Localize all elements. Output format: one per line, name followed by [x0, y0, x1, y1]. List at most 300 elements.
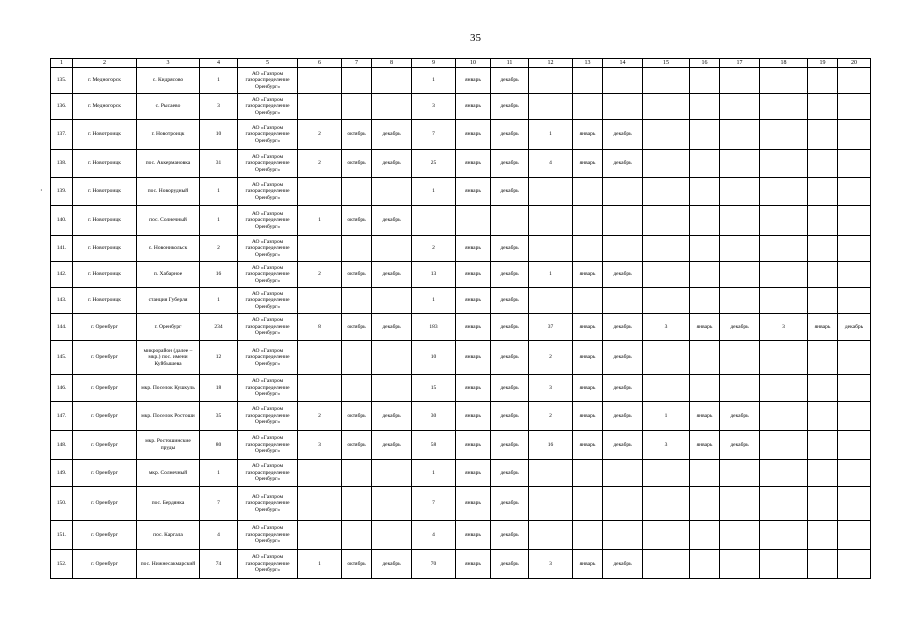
table-cell: 1 — [200, 178, 238, 206]
table-cell — [573, 206, 603, 236]
page-number: 35 — [470, 32, 481, 44]
table-cell — [760, 150, 808, 178]
table-row — [51, 262, 871, 288]
table-cell: январь — [573, 120, 603, 150]
table-cell — [603, 68, 643, 94]
table-cell: АО «Газпром газораспределение Оренбург» — [238, 375, 298, 402]
table-cell: 2 — [412, 236, 456, 262]
table-cell: 140. — [51, 206, 73, 236]
table-cell — [808, 341, 838, 375]
table-cell: 145. — [51, 341, 73, 375]
table-cell — [760, 375, 808, 402]
table-cell — [298, 178, 342, 206]
table-cell: декабрь — [603, 262, 643, 288]
table-cell: пос. Новорудный — [137, 178, 200, 206]
table-cell: г. Оренбург — [73, 521, 137, 550]
table-cell — [643, 236, 690, 262]
column-header: 20 — [838, 59, 871, 68]
table-cell — [529, 206, 573, 236]
table-cell — [603, 94, 643, 120]
table-cell — [808, 150, 838, 178]
table-cell: г. Новотроицк — [73, 178, 137, 206]
table-cell: 1 — [298, 550, 342, 579]
table-cell — [760, 236, 808, 262]
table-cell: декабрь — [491, 262, 529, 288]
table-cell — [838, 288, 871, 314]
table-cell — [808, 120, 838, 150]
table-cell — [529, 288, 573, 314]
table-cell — [760, 120, 808, 150]
table-cell: 148. — [51, 431, 73, 460]
table-cell — [298, 341, 342, 375]
table-cell — [760, 94, 808, 120]
table-cell — [760, 521, 808, 550]
table-cell — [808, 288, 838, 314]
table-cell — [342, 521, 372, 550]
table-cell: 2 — [200, 236, 238, 262]
table-row — [51, 550, 871, 579]
table-cell — [372, 341, 412, 375]
table-cell — [690, 487, 720, 521]
table-cell: 149. — [51, 460, 73, 487]
table-cell — [690, 375, 720, 402]
table-cell: 37 — [529, 314, 573, 341]
table-cell — [838, 487, 871, 521]
table-row — [51, 431, 871, 460]
table-cell — [643, 487, 690, 521]
table-cell — [412, 206, 456, 236]
table-cell — [298, 460, 342, 487]
table-cell: декабрь — [603, 550, 643, 579]
table-cell — [690, 178, 720, 206]
table-cell — [298, 236, 342, 262]
table-cell — [573, 68, 603, 94]
table-cell: 12 — [200, 341, 238, 375]
table-cell: 1 — [412, 288, 456, 314]
table-cell: 15 — [412, 375, 456, 402]
table-cell — [529, 94, 573, 120]
table-cell: 30 — [412, 402, 456, 431]
table-cell: январь — [456, 262, 491, 288]
table-cell — [643, 375, 690, 402]
table-cell — [760, 402, 808, 431]
table-cell — [342, 375, 372, 402]
table-cell: январь — [456, 402, 491, 431]
table-cell: 1 — [529, 120, 573, 150]
table-cell: декабрь — [491, 178, 529, 206]
table-cell — [690, 262, 720, 288]
table-cell: АО «Газпром газораспределение Оренбург» — [238, 487, 298, 521]
table-cell — [838, 262, 871, 288]
table-cell — [838, 236, 871, 262]
table-row — [51, 487, 871, 521]
table-cell — [760, 206, 808, 236]
column-header: 19 — [808, 59, 838, 68]
table-cell: 1 — [529, 262, 573, 288]
table-cell — [838, 178, 871, 206]
table-cell — [643, 120, 690, 150]
table-cell: октябрь — [342, 120, 372, 150]
table-cell: 58 — [412, 431, 456, 460]
table-cell: 1 — [200, 206, 238, 236]
column-header: 10 — [456, 59, 491, 68]
table-cell: декабрь — [372, 262, 412, 288]
table-cell — [838, 94, 871, 120]
table-cell: АО «Газпром газораспределение Оренбург» — [238, 94, 298, 120]
table-cell — [720, 460, 760, 487]
table-cell: декабрь — [491, 460, 529, 487]
table-cell — [372, 487, 412, 521]
table-row — [51, 68, 871, 94]
table-cell — [573, 487, 603, 521]
table-cell — [720, 206, 760, 236]
table-cell — [603, 178, 643, 206]
table-cell — [342, 68, 372, 94]
table-cell — [342, 341, 372, 375]
table-cell: микрорайон (далее – мкр.) пос. имени Куйбышева — [137, 341, 200, 375]
column-header: 1 — [51, 59, 73, 68]
table-cell: АО «Газпром газораспределение Оренбург» — [238, 341, 298, 375]
table-cell — [643, 288, 690, 314]
table-cell: 150. — [51, 487, 73, 521]
table-cell: АО «Газпром газораспределение Оренбург» — [238, 262, 298, 288]
table-cell: 2 — [298, 120, 342, 150]
table-cell — [690, 94, 720, 120]
table-cell: мкр. Солнечный — [137, 460, 200, 487]
table-cell: январь — [456, 288, 491, 314]
table-cell: станция Губерля — [137, 288, 200, 314]
table-cell — [690, 288, 720, 314]
table-cell: 151. — [51, 521, 73, 550]
table-cell: АО «Газпром газораспределение Оренбург» — [238, 178, 298, 206]
table-cell: январь — [456, 487, 491, 521]
table-cell: мкр. Ростошинские пруды — [137, 431, 200, 460]
table-cell: январь — [456, 460, 491, 487]
table-cell: 147. — [51, 402, 73, 431]
table-cell: 2 — [298, 262, 342, 288]
table-cell — [298, 375, 342, 402]
table-cell: 144. — [51, 314, 73, 341]
table-cell — [808, 68, 838, 94]
table-cell — [342, 178, 372, 206]
table-cell — [573, 521, 603, 550]
column-header: 4 — [200, 59, 238, 68]
table-cell: декабрь — [603, 375, 643, 402]
table-cell: 152. — [51, 550, 73, 579]
table-row — [51, 178, 871, 206]
table-cell — [808, 460, 838, 487]
table-row — [51, 375, 871, 402]
table-cell: 2 — [529, 341, 573, 375]
table-cell — [372, 460, 412, 487]
table-cell — [298, 521, 342, 550]
table-cell — [838, 68, 871, 94]
table-cell: декабрь — [491, 487, 529, 521]
table-cell: г. Новотроицк — [73, 288, 137, 314]
table-cell: г. Новотроицк — [73, 206, 137, 236]
column-header: 13 — [573, 59, 603, 68]
table-cell: декабрь — [491, 521, 529, 550]
table-row — [51, 402, 871, 431]
table-cell: 141. — [51, 236, 73, 262]
table-cell: 2 — [298, 150, 342, 178]
table-cell — [690, 120, 720, 150]
table-cell — [760, 550, 808, 579]
table-cell: декабрь — [491, 288, 529, 314]
table-cell: 1 — [412, 178, 456, 206]
table-cell: январь — [456, 550, 491, 579]
table-cell — [643, 341, 690, 375]
table-cell — [372, 94, 412, 120]
table-cell: 1 — [200, 68, 238, 94]
table-cell — [603, 487, 643, 521]
table-cell: пос. Бердянка — [137, 487, 200, 521]
table-cell: декабрь — [603, 341, 643, 375]
table-cell — [372, 178, 412, 206]
table-cell: январь — [456, 341, 491, 375]
table-cell: январь — [456, 375, 491, 402]
table-cell: декабрь — [838, 314, 871, 341]
table-cell: 135. — [51, 68, 73, 94]
table-cell — [838, 521, 871, 550]
table-cell — [298, 288, 342, 314]
table-row — [51, 521, 871, 550]
table-cell: с. Рысаево — [137, 94, 200, 120]
table-cell — [720, 550, 760, 579]
table-cell: январь — [456, 521, 491, 550]
table-cell: АО «Газпром газораспределение Оренбург» — [238, 550, 298, 579]
table-cell: с. Новоникольск — [137, 236, 200, 262]
table-cell — [603, 288, 643, 314]
table-cell — [643, 206, 690, 236]
table-cell: январь — [573, 341, 603, 375]
table-cell — [690, 206, 720, 236]
table-cell — [643, 550, 690, 579]
table-cell: 80 — [200, 431, 238, 460]
table-cell — [529, 487, 573, 521]
table-cell: п. Хабарное — [137, 262, 200, 288]
table-cell: г. Оренбург — [73, 550, 137, 579]
table-cell — [690, 150, 720, 178]
table-cell: 3 — [529, 550, 573, 579]
table-cell: январь — [456, 236, 491, 262]
table-cell — [690, 341, 720, 375]
table-cell — [808, 262, 838, 288]
table-cell: 16 — [200, 262, 238, 288]
table-cell: октябрь — [342, 206, 372, 236]
table-cell — [573, 94, 603, 120]
table-cell — [573, 288, 603, 314]
table-cell: декабрь — [603, 431, 643, 460]
table-cell: январь — [456, 94, 491, 120]
table-cell: октябрь — [342, 431, 372, 460]
table-cell: январь — [456, 431, 491, 460]
table-cell: г. Новотроицк — [137, 120, 200, 150]
table-cell: декабрь — [372, 402, 412, 431]
table-cell: декабрь — [491, 431, 529, 460]
column-header: 16 — [690, 59, 720, 68]
table-cell: 3 — [200, 94, 238, 120]
table-cell: 139. — [51, 178, 73, 206]
table-cell: 146. — [51, 375, 73, 402]
table-cell — [720, 236, 760, 262]
table-cell: декабрь — [372, 431, 412, 460]
table-cell: октябрь — [342, 314, 372, 341]
column-header: 2 — [73, 59, 137, 68]
table-cell — [808, 550, 838, 579]
table-cell: 10 — [412, 341, 456, 375]
table-cell — [720, 487, 760, 521]
table-cell — [838, 402, 871, 431]
table-cell: г. Новотроицк — [73, 236, 137, 262]
table-cell: январь — [456, 178, 491, 206]
table-cell — [838, 375, 871, 402]
table-cell: пос. Каргала — [137, 521, 200, 550]
table-cell — [372, 236, 412, 262]
table-cell: январь — [690, 402, 720, 431]
table-cell — [690, 236, 720, 262]
table-cell — [760, 460, 808, 487]
table-cell: декабрь — [720, 431, 760, 460]
table-cell: январь — [573, 262, 603, 288]
column-header: 12 — [529, 59, 573, 68]
table-cell: 137. — [51, 120, 73, 150]
table-cell — [529, 521, 573, 550]
table-cell: 3 — [643, 314, 690, 341]
table-cell: декабрь — [491, 68, 529, 94]
table-row — [51, 150, 871, 178]
table-cell: 4 — [412, 521, 456, 550]
table-cell — [808, 206, 838, 236]
table-cell: январь — [690, 431, 720, 460]
column-header: 18 — [760, 59, 808, 68]
table-cell: пос. Аккермановка — [137, 150, 200, 178]
table-cell — [643, 521, 690, 550]
table-cell: декабрь — [372, 150, 412, 178]
table-cell — [808, 375, 838, 402]
table-cell — [720, 521, 760, 550]
table-row — [51, 341, 871, 375]
table-cell: декабрь — [372, 314, 412, 341]
table-cell — [643, 178, 690, 206]
table-cell: 1 — [200, 288, 238, 314]
table-cell — [720, 120, 760, 150]
table-cell: январь — [456, 150, 491, 178]
table-cell: АО «Газпром газораспределение Оренбург» — [238, 314, 298, 341]
table-cell: г. Новотроицк — [73, 262, 137, 288]
table-cell: 3 — [643, 431, 690, 460]
table-cell: 183 — [412, 314, 456, 341]
table-cell: декабрь — [491, 150, 529, 178]
table-cell: г. Оренбург — [137, 314, 200, 341]
table-cell: 143. — [51, 288, 73, 314]
table-cell: г. Оренбург — [73, 487, 137, 521]
table-cell: АО «Газпром газораспределение Оренбург» — [238, 288, 298, 314]
table-cell: декабрь — [720, 402, 760, 431]
table-cell: 3 — [529, 375, 573, 402]
table-cell — [573, 460, 603, 487]
table-cell — [603, 236, 643, 262]
table-cell: январь — [573, 150, 603, 178]
table-cell: АО «Газпром газораспределение Оренбург» — [238, 521, 298, 550]
table-cell: мкр. Поселок Ростоши — [137, 402, 200, 431]
table-row — [51, 236, 871, 262]
table-cell — [760, 487, 808, 521]
table-cell: 1 — [200, 460, 238, 487]
table-cell: декабрь — [491, 550, 529, 579]
table-cell — [808, 94, 838, 120]
table-cell — [838, 460, 871, 487]
table-cell — [342, 94, 372, 120]
column-header: 6 — [298, 59, 342, 68]
column-header: 9 — [412, 59, 456, 68]
table-cell — [838, 341, 871, 375]
table-cell — [720, 262, 760, 288]
table-cell: 10 — [200, 120, 238, 150]
table-cell: декабрь — [720, 314, 760, 341]
table-cell — [720, 288, 760, 314]
table-cell: 1 — [412, 460, 456, 487]
table-cell: АО «Газпром газораспределение Оренбург» — [238, 236, 298, 262]
table-cell — [342, 236, 372, 262]
table-cell: АО «Газпром газораспределение Оренбург» — [238, 68, 298, 94]
table-cell: декабрь — [603, 314, 643, 341]
table-cell — [690, 460, 720, 487]
table-cell: январь — [808, 314, 838, 341]
table-cell — [720, 178, 760, 206]
table-cell: г. Оренбург — [73, 314, 137, 341]
table-cell: январь — [573, 402, 603, 431]
table-cell: январь — [456, 120, 491, 150]
table-cell — [643, 68, 690, 94]
table-cell — [643, 94, 690, 120]
table-cell: 1 — [643, 402, 690, 431]
table-cell: декабрь — [603, 402, 643, 431]
table-cell: 4 — [529, 150, 573, 178]
table-cell: 8 — [298, 314, 342, 341]
table-cell — [760, 341, 808, 375]
table-cell — [720, 375, 760, 402]
table-cell: октябрь — [342, 262, 372, 288]
table-cell: декабрь — [372, 206, 412, 236]
column-header: 3 — [137, 59, 200, 68]
table-cell: 3 — [412, 94, 456, 120]
table-cell: пос. Нижнесакмарский — [137, 550, 200, 579]
table-cell — [720, 94, 760, 120]
table-cell: г. Оренбург — [73, 402, 137, 431]
column-header: 8 — [372, 59, 412, 68]
schedule-table — [50, 58, 871, 579]
table-cell — [529, 68, 573, 94]
table-row — [51, 288, 871, 314]
table-cell: 16 — [529, 431, 573, 460]
table-row — [51, 314, 871, 341]
table-cell — [690, 68, 720, 94]
table-cell: декабрь — [491, 341, 529, 375]
column-header: 11 — [491, 59, 529, 68]
table-cell: 35 — [200, 402, 238, 431]
table-cell: 2 — [298, 402, 342, 431]
table-cell: 4 — [200, 521, 238, 550]
table-cell: г. Медногорск — [73, 94, 137, 120]
table-cell: 2 — [529, 402, 573, 431]
table-cell: январь — [456, 68, 491, 94]
table-cell: с. Кидрясово — [137, 68, 200, 94]
column-header: 7 — [342, 59, 372, 68]
table-cell: декабрь — [603, 120, 643, 150]
table-cell — [808, 521, 838, 550]
table-cell: 74 — [200, 550, 238, 579]
